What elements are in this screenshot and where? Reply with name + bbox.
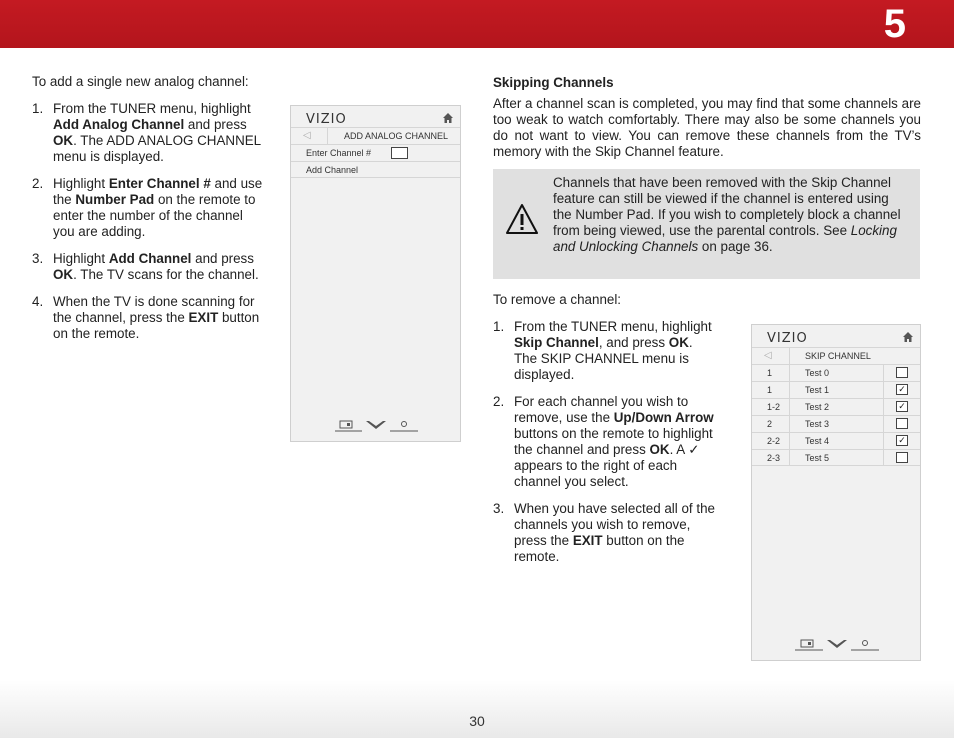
step-emphasis: OK (53, 267, 74, 282)
step-number: 2. (32, 176, 44, 191)
step-emphasis: Number Pad (75, 192, 155, 207)
warning-icon (505, 203, 539, 235)
tv-menu-item-label: Enter Channel # (306, 148, 372, 158)
step-text: For each channel you wish to remove, use the (514, 394, 689, 425)
skip-checkbox[interactable] (896, 367, 908, 378)
channel-name: Test 2 (805, 402, 830, 412)
skip-checkbox[interactable] (896, 418, 908, 429)
step-text: button on the remote. (514, 533, 685, 564)
channel-number: 2 (767, 419, 773, 429)
skip-channel-row[interactable] (752, 364, 920, 381)
channel-number: 1 (767, 385, 773, 395)
picture-icon (335, 421, 362, 431)
step-text: From the TUNER menu, highlight (514, 319, 712, 334)
step-text: From the TUNER menu, highlight (53, 101, 251, 116)
step-item (32, 176, 267, 240)
channel-number: 2-2 (767, 436, 781, 446)
back-arrow-icon: ◁ (303, 130, 311, 141)
step-text: Highlight (53, 251, 109, 266)
step-text: . The SKIP CHANNEL menu is displayed. (514, 335, 693, 382)
vizio-v-icon (827, 640, 847, 648)
tv-bottom-icons (752, 636, 922, 652)
skip-checkbox[interactable]: ✓ (896, 384, 908, 395)
settings-gear-icon (851, 641, 879, 651)
tv-screen-add-analog (290, 105, 461, 442)
channel-number: 1 (767, 368, 773, 378)
step-text: . A ✓ appears to the right of each channel you select. (514, 442, 700, 489)
tv-bottom-icons (291, 417, 462, 433)
note-box (493, 169, 920, 279)
channel-name: Test 4 (805, 436, 830, 446)
step-item (32, 294, 267, 342)
page-footer (0, 680, 954, 738)
step-emphasis: EXIT (572, 533, 603, 548)
skip-checkbox[interactable]: ✓ (896, 435, 908, 446)
remove-channel-intro: To remove a channel: (493, 292, 622, 307)
add-channel-steps (32, 101, 267, 353)
step-emphasis: Add Analog Channel (53, 117, 185, 132)
skip-paragraph: After a channel scan is completed, you may find that some channels are too weak to watch comfortably. There may also be some channels you do not want to view. You can remove these channels from the TV’s memory with the Skip Channel feature. (493, 96, 921, 159)
tv-menu-item-label: Add Channel (306, 165, 359, 175)
step-item (493, 319, 718, 383)
add-channel-intro: To add a single new analog channel: (32, 74, 249, 89)
tv-menu-title: ADD ANALOG CHANNEL (344, 131, 449, 141)
channel-name: Test 5 (805, 453, 830, 463)
step-text: . The ADD ANALOG CHANNEL menu is displayed. (53, 133, 261, 164)
skip-channel-row[interactable] (752, 398, 920, 415)
step-text: and press (184, 117, 247, 132)
picture-icon (795, 640, 823, 650)
step-number: 1. (493, 319, 505, 334)
tv-menu-title-row (291, 127, 460, 144)
step-emphasis: OK (53, 133, 74, 148)
note-link-text: Locking and Unlocking Channels (553, 223, 897, 254)
step-number: 3. (493, 501, 505, 516)
step-text: . The TV scans for the channel. (73, 267, 259, 282)
step-text: Highlight (53, 176, 109, 191)
step-item (493, 394, 718, 490)
chapter-header-bar (0, 0, 954, 48)
skip-channel-row[interactable] (752, 432, 920, 449)
step-item (493, 501, 718, 565)
tv-menu-title-row (752, 347, 920, 364)
step-item (32, 101, 267, 165)
tv-menu-item-enter-channel[interactable] (291, 144, 460, 161)
channel-name: Test 1 (805, 385, 830, 395)
step-text: button on the remote. (53, 310, 260, 341)
channel-number: 1-2 (767, 402, 781, 412)
step-text: When the TV is done scanning for the channel, press the (53, 294, 255, 325)
settings-gear-icon (390, 422, 418, 432)
tv-menu-item-add-channel[interactable] (291, 161, 460, 178)
section-title: Skipping Channels (493, 75, 614, 90)
step-emphasis: Up/Down Arrow (613, 410, 714, 425)
step-number: 1. (32, 101, 44, 116)
step-text: and press (191, 251, 254, 266)
step-emphasis: EXIT (188, 310, 219, 325)
step-item (32, 251, 267, 283)
vizio-v-icon (366, 421, 386, 429)
note-text: Channels that have been removed with the Skip Channel feature can still be viewed if the channel is entered using the Number Pad. If you wish to completely block a channel from being viewed, use the parental controls. See Locking and Unlocking Channels on page 36. (553, 175, 901, 254)
step-emphasis: OK (668, 335, 689, 350)
tv-screen-skip-channel (751, 324, 921, 661)
skip-checkbox[interactable]: ✓ (896, 401, 908, 412)
chapter-number: 5 (883, 2, 906, 46)
channel-name: Test 0 (805, 368, 830, 378)
step-text: on the remote to enter the number of the channel you are adding. (53, 192, 256, 239)
back-arrow-icon: ◁ (764, 350, 772, 361)
step-text: buttons on the remote to highlight the channel and press (514, 426, 713, 457)
home-icon (902, 331, 914, 343)
step-number: 3. (32, 251, 44, 266)
vizio-logo: VIZIO (306, 112, 347, 127)
step-emphasis: Enter Channel # (108, 176, 211, 191)
skip-channel-row[interactable] (752, 381, 920, 398)
channel-name: Test 3 (805, 419, 830, 429)
tv-menu-title: SKIP CHANNEL (805, 351, 871, 361)
channel-number: 2-3 (767, 453, 781, 463)
page-number: 30 (469, 713, 485, 729)
step-emphasis: Skip Channel (514, 335, 599, 350)
step-text: When you have selected all of the channels you wish to remove, press the (514, 501, 715, 548)
vizio-logo: VIZIO (767, 331, 808, 346)
step-number: 4. (32, 294, 44, 309)
step-text: and use the (53, 176, 263, 207)
step-emphasis: OK (649, 442, 670, 457)
step-text: , and press (598, 335, 669, 350)
skip-channel-row[interactable] (752, 449, 920, 466)
skip-checkbox[interactable] (896, 452, 908, 463)
step-emphasis: Add Channel (108, 251, 192, 266)
step-number: 2. (493, 394, 505, 409)
remove-channel-steps (493, 319, 718, 576)
home-icon (442, 112, 454, 124)
skip-channel-row[interactable] (752, 415, 920, 432)
channel-number-input[interactable] (391, 147, 408, 159)
